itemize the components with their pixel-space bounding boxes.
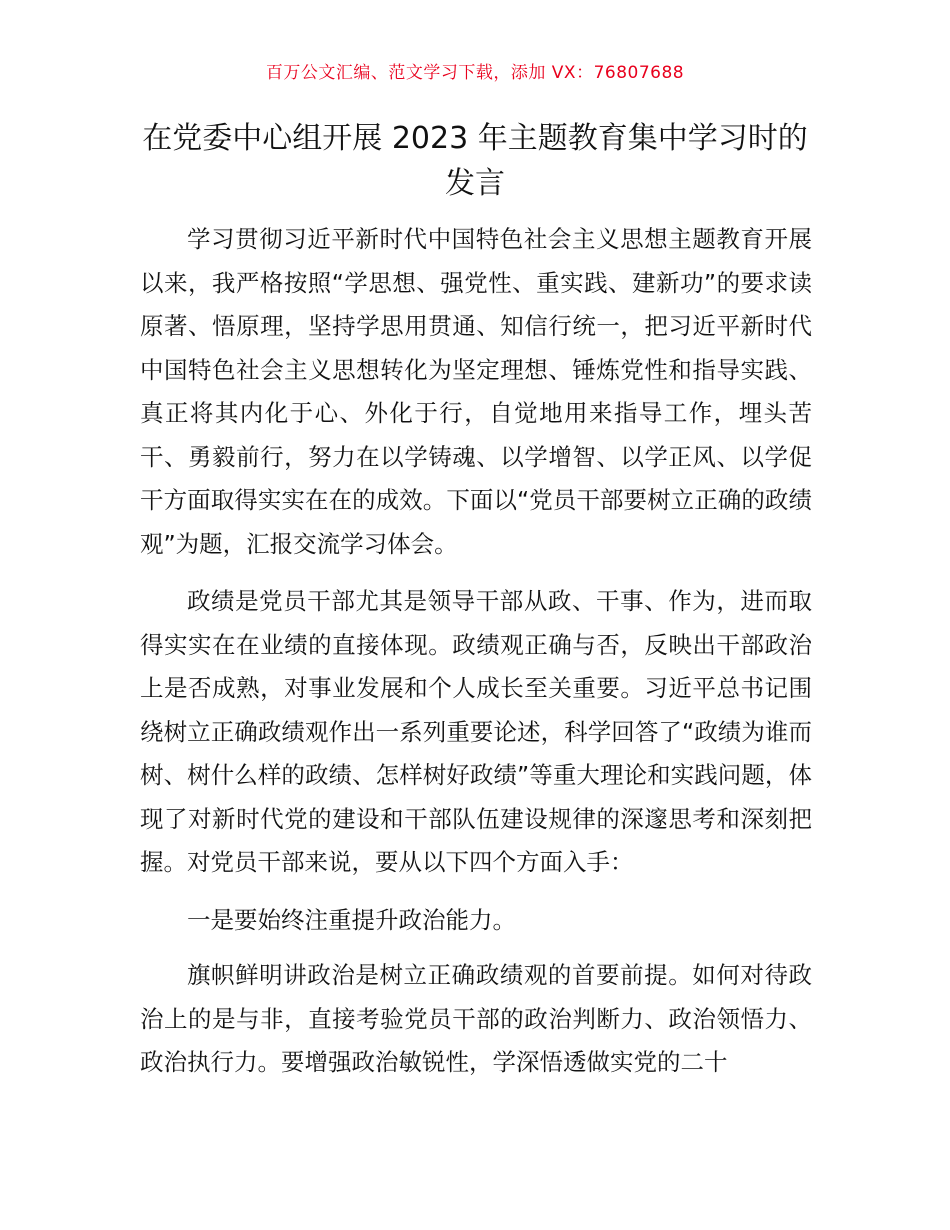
watermark-header: 百万公文汇编、范文学习下载，添加 VX：76807688 <box>265 63 685 83</box>
document-body <box>140 218 812 1099</box>
paragraph-political-achievement: 政绩是党员干部尤其是领导干部从政、干事、作为，进而取得实实在在业绩的直接体现。政绩观正确与否，反映出干部政治上是否成熟，对事业发展和个人成长至关重要。习近平总书记围绕树立正确政绩观作出一系列重要论述，科学回答了“政绩为谁而树、树什么样的政绩、怎样树好政绩”等重大理论和实践问题，体现了对新时代党的建设和干部队伍建设规律的深邃思考和深刻把握。对党员干部来说，要从以下四个方面入手： <box>140 587 812 876</box>
section-heading-1: 一是要始终注重提升政治能力。 <box>187 905 516 934</box>
paragraph-intro: 学习贯彻习近平新时代中国特色社会主义思想主题教育开展以来，我严格按照“学思想、强党性、重实践、建新功”的要求读原著、悟原理，坚持学思用贯通、知信行统一，把习近平新时代中国特色社会主义思想转化为坚定理想、锤炼党性和指导实践、真正将其内化于心、外化于行，自觉地用来指导工作，埋头苦干、勇毅前行，努力在以学铸魂、以学增智、以学正风、以学促干方面取得实实在在的成效。下面以“党员干部要树立正确的政绩观”为题，汇报交流学习体会。 <box>140 225 812 558</box>
document-title: 在党委中心组开展 2023 年主题教育集中学习时的发言 <box>142 121 808 201</box>
paragraph-political-capability: 旗帜鲜明讲政治是树立正确政绩观的首要前提。如何对待政治上的是与非，直接考验党员干部的政治判断力、政治领悟力、政治执行力。要增强政治敏锐性，学深悟透做实党的二十 <box>140 961 812 1076</box>
